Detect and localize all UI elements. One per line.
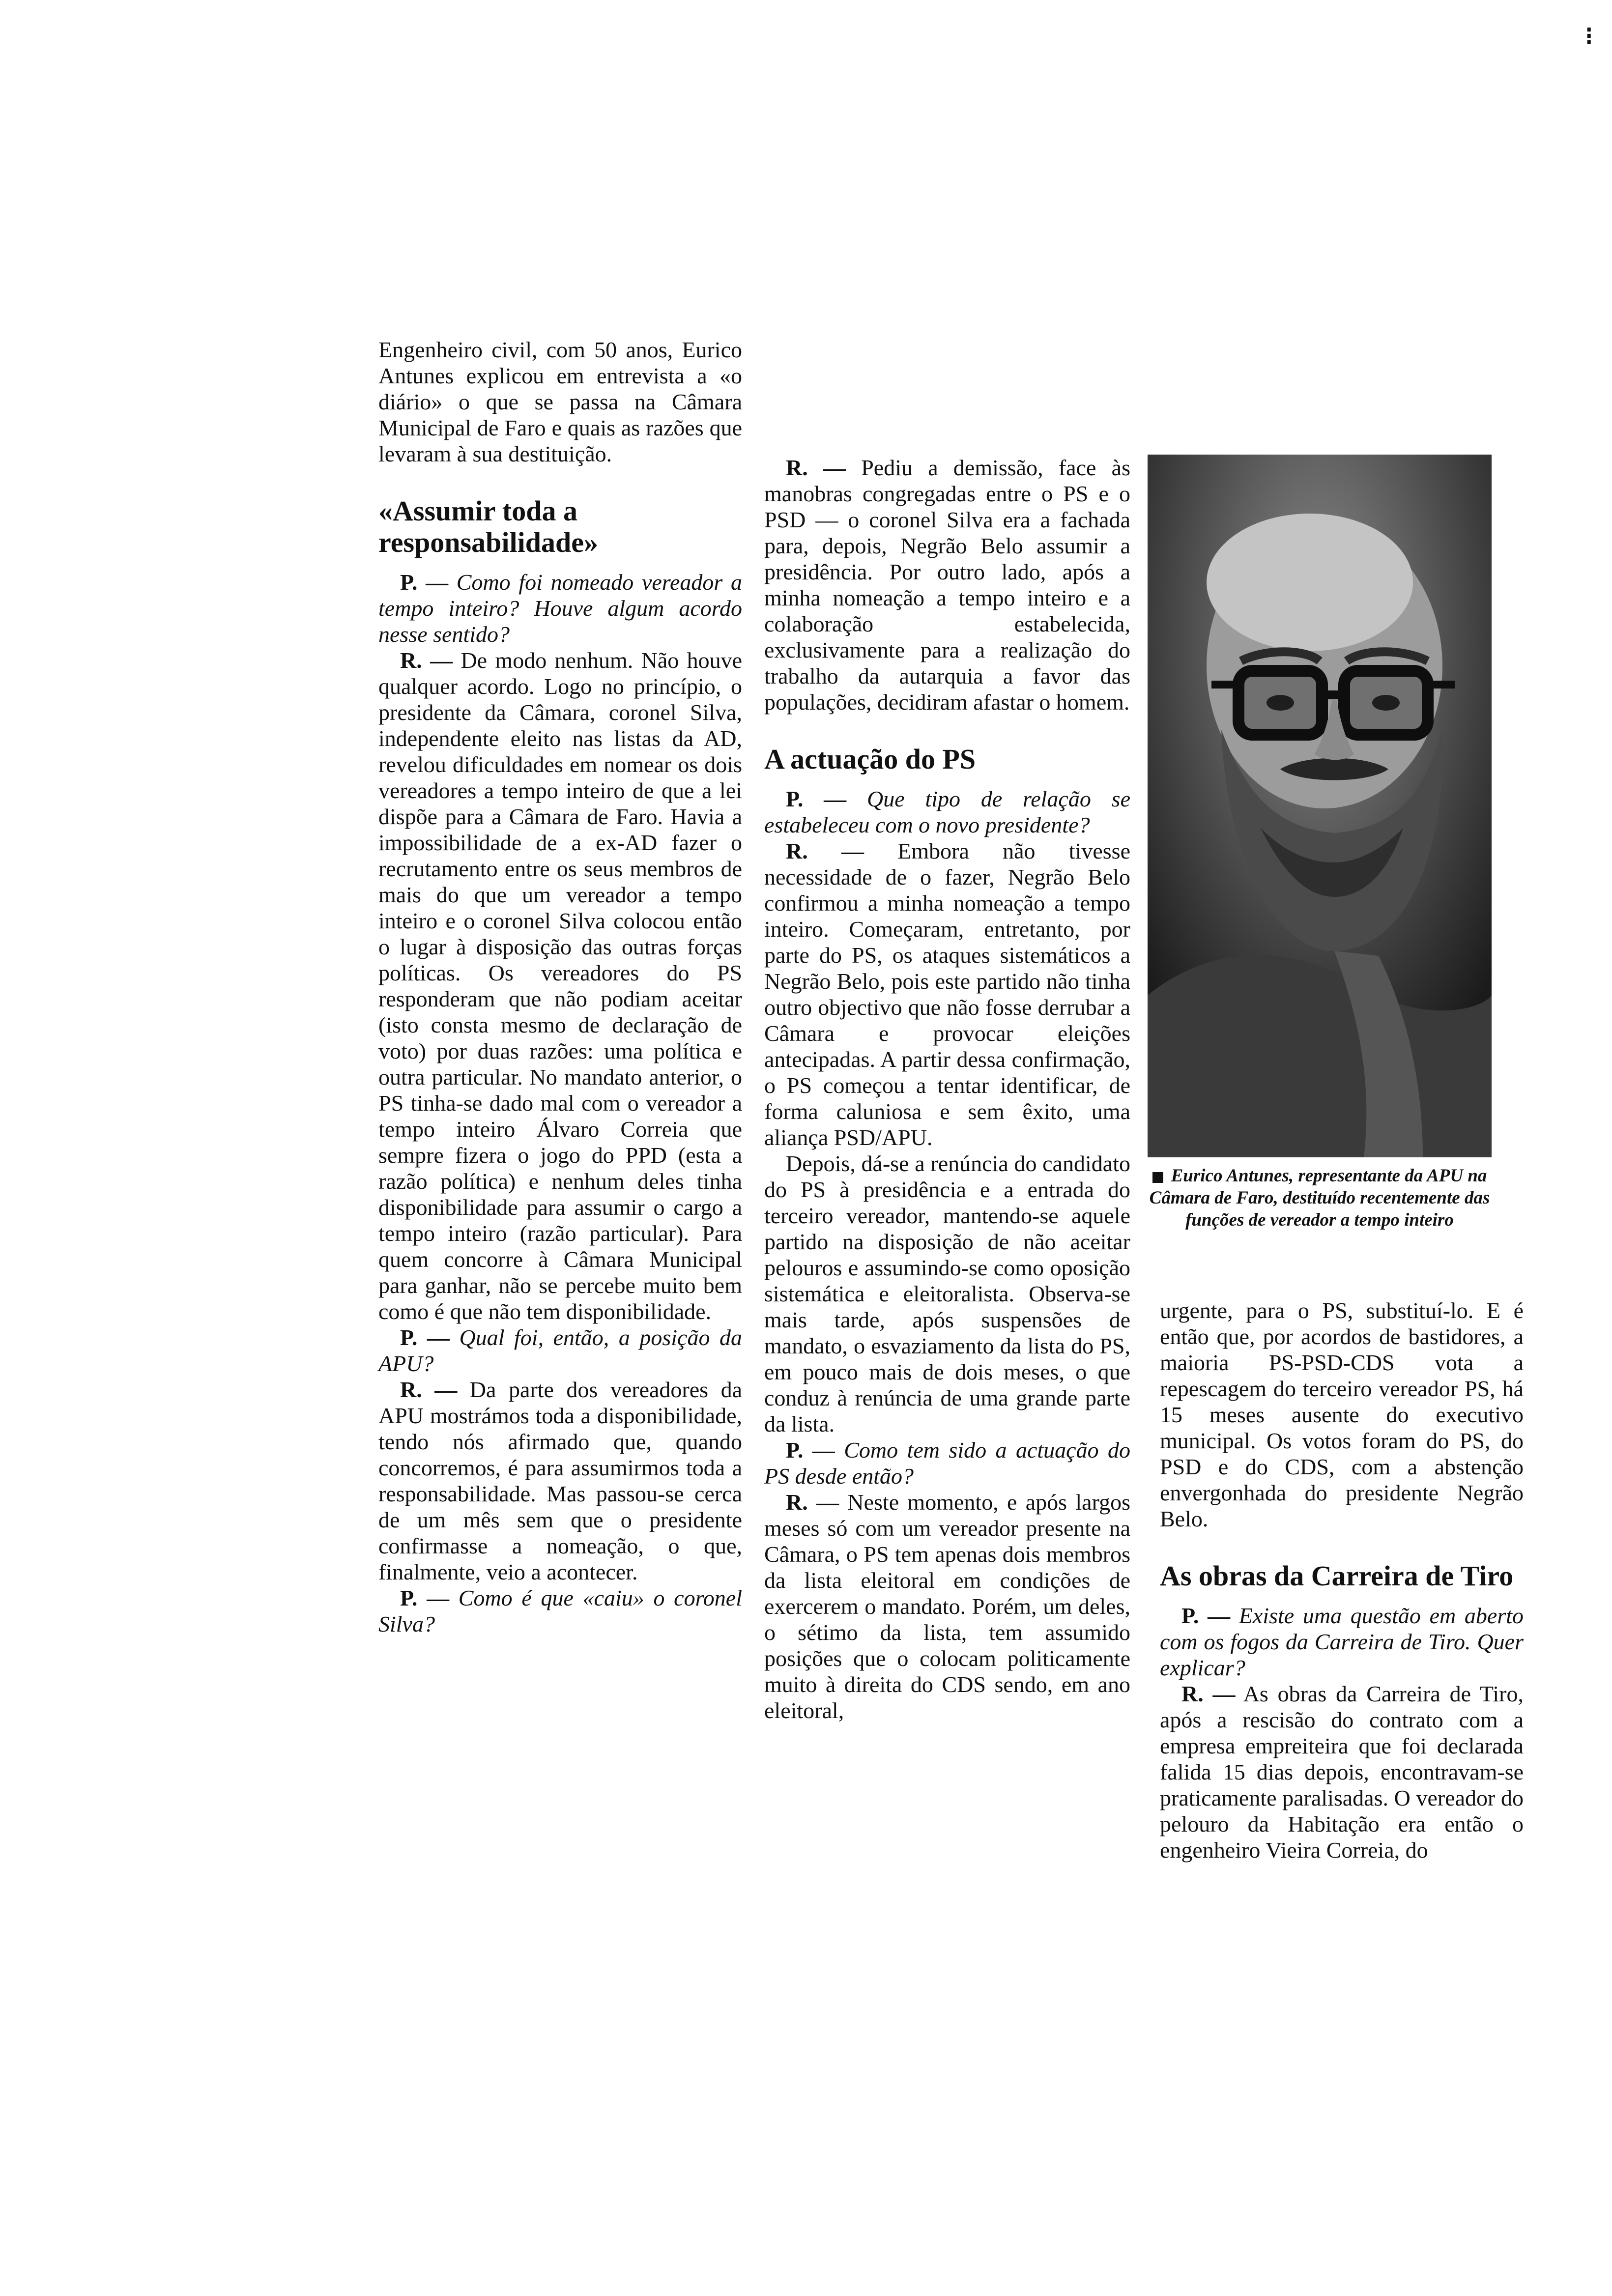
question-5	[764, 1437, 1130, 1489]
answer-label: R. —	[400, 648, 453, 673]
answer-6	[1160, 1681, 1524, 1863]
section-heading-carreira-de-tiro: As obras da Carreira de Tiro	[1160, 1560, 1514, 1592]
answer-text: As obras da Carreira de Tiro, após a rescisão do contrato com a empresa empreiteira que foi declarada falida 15 dias depois, encontravam-se praticamente paralisadas. O vereador do pelouro da Habitação era então o engenheiro Vieira Correia, do	[1160, 1681, 1524, 1863]
question-text: Que tipo de relação se estabeleceu com o novo presidente?	[764, 786, 1130, 837]
question-text: Como tem sido a actuação do PS desde então?	[764, 1437, 1130, 1489]
answer-text: Embora não tivesse necessidade de o fazer, Negrão Belo confirmou a minha nomeação a tempo inteiro. Começaram, entretanto, por parte do PS, os ataques sistemáticos a Negrão Belo, pois este partido não tinha outro objectivo que não fosse derrubar a Câmara e provocar eleições antecipadas. A partir dessa confirmação, o PS começou a tentar identificar, de forma caluniosa e sem êxito, uma aliança PSD/APU.	[764, 838, 1130, 1150]
page-edge-mark: ⁝	[1585, 23, 1593, 51]
portrait-photo	[1148, 455, 1492, 1157]
question-text: Existe uma questão em aberto com os fogos da Carreira de Tiro. Quer explicar?	[1160, 1603, 1524, 1680]
question-text: Qual foi, então, a posição da APU?	[378, 1325, 743, 1376]
answer-2	[378, 1377, 742, 1585]
caption-bullet-icon	[1152, 1172, 1163, 1183]
article-column-1	[378, 337, 742, 1637]
question-text: Como é que «caiu» o coronel Silva?	[378, 1585, 742, 1636]
answer-text: Da parte dos vereadores da APU mostrámos toda a disponibilidade, tendo nós afirmado que, quando concorremos, é para assumirmos toda a responsabilidade. Mas passou-se cerca de um mês sem que o presidente confirmasse a nomeação, o que, finalmente, veio a acontecer.	[378, 1377, 742, 1584]
answer-1	[378, 647, 742, 1324]
answer-label: R. —	[1181, 1681, 1236, 1706]
question-2	[378, 1324, 742, 1377]
answer-4	[764, 838, 1130, 1150]
question-label: P. —	[400, 1585, 450, 1610]
question-text: Como foi nomeado vereador a tempo inteiro? Houve algum acordo nesse sentido?	[378, 570, 742, 647]
answer-4-continued: Depois, dá-se a renúncia do candidato do PS à presidência e a entrada do terceiro vereador, mantendo-se aquele partido na disposição de não aceitar pelouros e assumindo-se como oposição sistemática e eleitoralista. Observa-se mais tarde, após suspensões de mandato, o esvaziamento da lista do PS, em pouco mais de dois meses, o que conduz à renúncia de uma grande parte da lista.	[764, 1151, 1130, 1436]
question-label: P. —	[1181, 1603, 1231, 1628]
answer-text: Neste momento, e após largos meses só com um vereador presente na Câmara, o PS tem apenas dois membros da lista eleitoral em condições de exercerem o mandato. Porém, um deles, o sétimo da lista, tem assumido posições que o colocam politicamente muito à direita do CDS sendo, em ano eleitoral,	[764, 1490, 1130, 1723]
question-label: P. —	[400, 1325, 450, 1350]
answer-label: R. —	[786, 838, 864, 863]
answer-label: R. —	[786, 1490, 839, 1515]
question-label: P. —	[400, 570, 449, 595]
portrait-illustration	[1148, 455, 1492, 1157]
answer-5-continued: urgente, para o PS, substituí-lo. E é então que, por acordos de bastidores, a maioria PS-PSD-CDS vota a repescagem do terceiro vereador PS, há 15 meses ausente do executivo municipal. Os votos foram do PS, do PSD e do CDS, com a abstenção envergonhada do presidente Negrão Belo.	[1160, 1298, 1524, 1531]
article-lead: Engenheiro civil, com 50 anos, Eurico Antunes explicou em entrevista a «o diário» o que se passa na Câmara Municipal de Faro e quais as razões que levaram à sua destituição.	[378, 337, 742, 466]
answer-5	[764, 1489, 1130, 1723]
answer-label: R. —	[786, 455, 846, 480]
article-column-3	[1160, 1297, 1524, 1863]
answer-label: R. —	[400, 1377, 458, 1402]
question-6	[1160, 1603, 1524, 1681]
answer-3	[764, 455, 1130, 715]
answer-text: De modo nenhum. Não houve qualquer acordo. Logo no princípio, o presidente da Câmara, coronel Silva, independente eleito nas listas da AD, revelou dificuldades em nomear os dois vereadores a tempo inteiro de que a lei dispõe para a Câmara de Faro. Havia a impossibilidade de a ex-AD fazer o recrutamento entre os seus membros de mais do que um vereador a tempo inteiro e o coronel Silva colocou então o lugar à disposição das outras forças políticas. Os vereadores do PS responderam que não podiam aceitar (isto consta mesmo de declaração de voto) por duas razões: uma política e outra particular. No mandato anterior, o PS tinha-se dado mal com o vereador a tempo inteiro Álvaro Correia que sempre fizera o jogo do PPD (esta a razão política) e nenhum deles tinha disponibilidade para assumir o cargo a tempo inteiro (razão particular). Para quem concorre à Câmara Municipal para ganhar, não se percebe muito bem como é que não tem disponibilidade.	[378, 648, 743, 1324]
question-label: P. —	[786, 1437, 835, 1463]
article-column-2	[764, 455, 1130, 1723]
question-4	[764, 786, 1130, 838]
question-label: P. —	[786, 786, 847, 811]
section-heading-actuacao-ps: A actuação do PS	[764, 743, 976, 775]
section-heading-responsabilidade: «Assumir toda a responsabilidade»	[378, 495, 598, 558]
photo-caption	[1148, 1165, 1492, 1231]
question-1	[378, 569, 742, 647]
question-3	[378, 1585, 742, 1637]
answer-text: Pediu a demissão, face às manobras congregadas entre o PS e o PSD — o coronel Silva era a fachada para, depois, Negrão Belo assumir a presidência. Por outro lado, após a minha nomeação a tempo inteiro e a colaboração estabelecida, exclusivamente para a realização do trabalho da autarquia a favor das populações, decidiram afastar o homem.	[764, 455, 1130, 715]
caption-text: Eurico Antunes, representante da APU na Câmara de Faro, destituído recentemente das funções de vereador a tempo inteiro	[1149, 1166, 1490, 1230]
